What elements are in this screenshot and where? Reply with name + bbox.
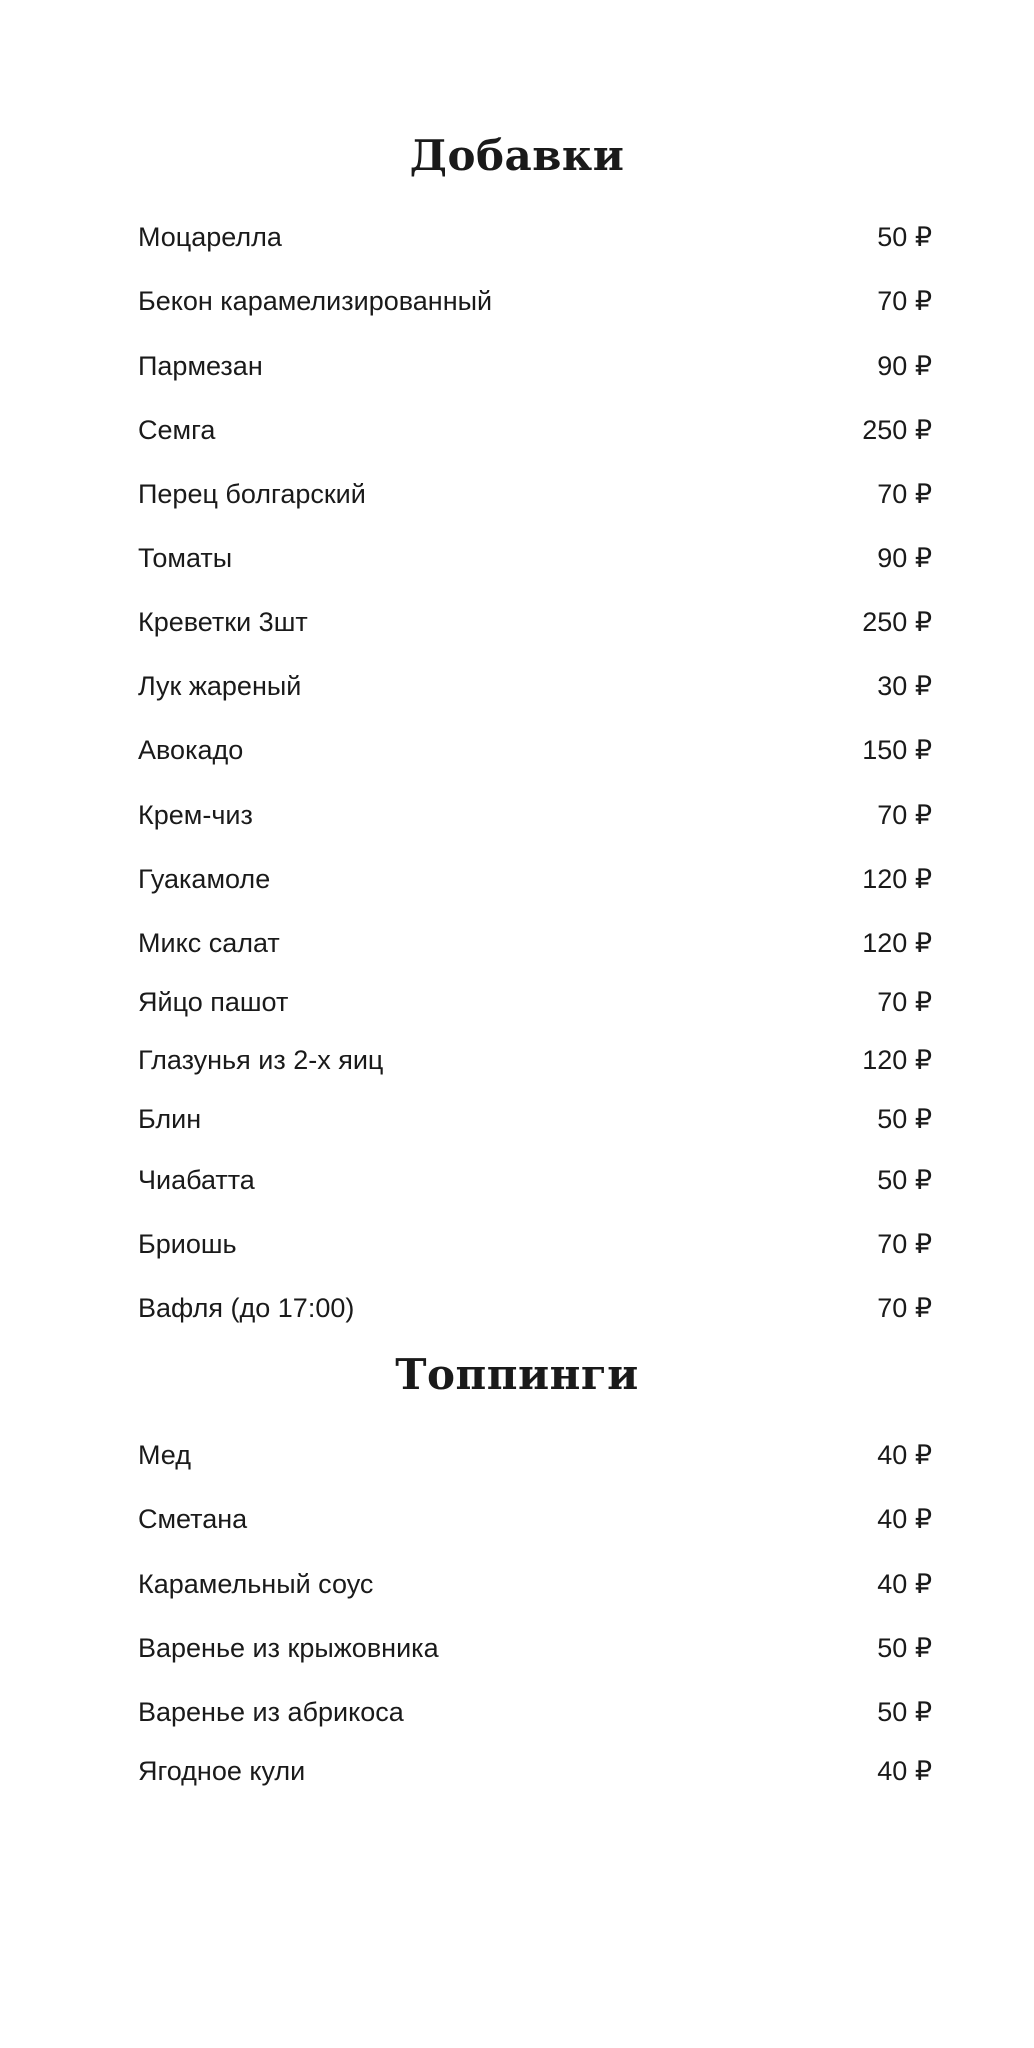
menu-item-name: Томаты (138, 542, 233, 573)
menu-item-name: Варенье из абрикоса (138, 1696, 404, 1727)
menu-item (138, 474, 932, 514)
menu-item (138, 1751, 932, 1791)
menu-item-name: Крем-чиз (138, 799, 253, 830)
menu-item-price: 50 ₽ (877, 1164, 932, 1195)
menu-item-price: 250 ₽ (862, 606, 932, 637)
menu-item (138, 982, 932, 1022)
menu-item-name: Пармезан (138, 350, 263, 381)
menu-item (138, 1499, 932, 1539)
menu-item (138, 281, 932, 321)
menu-item-name: Вафля (до 17:00) (138, 1292, 355, 1323)
menu-item-name: Блин (138, 1103, 202, 1134)
menu-item-name: Сметана (138, 1503, 248, 1534)
menu-item-price: 120 ₽ (862, 863, 932, 894)
menu-item-price: 120 ₽ (862, 1044, 932, 1075)
menu-item (138, 859, 932, 899)
menu-item-price: 40 ₽ (877, 1755, 932, 1786)
menu-item-name: Бриошь (138, 1228, 237, 1259)
menu-item-price: 30 ₽ (877, 670, 932, 701)
menu-item (138, 1692, 932, 1732)
menu-item-price: 150 ₽ (862, 734, 932, 765)
menu-item-price: 120 ₽ (862, 927, 932, 958)
menu-item-price: 90 ₽ (877, 542, 932, 573)
menu-item-price: 50 ₽ (877, 1632, 932, 1663)
menu-item-name: Мед (138, 1439, 191, 1470)
menu-item (138, 1288, 932, 1328)
menu-item-price: 40 ₽ (877, 1439, 932, 1470)
menu-item-price: 70 ₽ (877, 1292, 932, 1323)
menu-item (138, 1040, 932, 1080)
menu-item-name: Глазунья из 2-х яиц (138, 1044, 384, 1075)
menu-item (138, 666, 932, 706)
menu-item (138, 923, 932, 963)
menu-item (138, 730, 932, 770)
menu-item-price: 40 ₽ (877, 1568, 932, 1599)
section-title-toppings: Топпинги (395, 1350, 639, 1399)
menu-item (138, 1564, 932, 1604)
menu-item-price: 70 ₽ (877, 1228, 932, 1259)
menu-item-price: 70 ₽ (877, 478, 932, 509)
menu-item-name: Бекон карамелизированный (138, 285, 493, 316)
menu-item (138, 602, 932, 642)
menu-item (138, 1628, 932, 1668)
menu-item-name: Перец болгарский (138, 478, 366, 509)
menu-item-price: 250 ₽ (862, 414, 932, 445)
menu-item-name: Моцарелла (138, 221, 282, 252)
menu-item-price: 70 ₽ (877, 799, 932, 830)
menu-item-name: Авокадо (138, 734, 244, 765)
section-title-additions: Добавки (409, 131, 625, 180)
menu-item-name: Микс салат (138, 927, 280, 958)
menu-item (138, 1099, 932, 1139)
menu-item-name: Чиабатта (138, 1164, 255, 1195)
menu-item-name: Семга (138, 414, 216, 445)
menu-item-name: Варенье из крыжовника (138, 1632, 439, 1663)
menu-item-name: Креветки 3шт (138, 606, 308, 637)
menu-item-name: Гуакамоле (138, 863, 271, 894)
menu-item-price: 70 ₽ (877, 285, 932, 316)
menu-item-price: 40 ₽ (877, 1503, 932, 1534)
menu-item-name: Яйцо пашот (138, 986, 289, 1017)
menu-item (138, 795, 932, 835)
menu-item-price: 50 ₽ (877, 221, 932, 252)
menu-item-price: 50 ₽ (877, 1103, 932, 1134)
menu-item (138, 217, 932, 257)
menu-item-price: 90 ₽ (877, 350, 932, 381)
menu-item (138, 1224, 932, 1264)
menu-item (138, 1435, 932, 1475)
menu-item-name: Карамельный соус (138, 1568, 374, 1599)
menu-item-name: Лук жареный (138, 670, 302, 701)
menu-item (138, 1160, 932, 1200)
menu-item-price: 50 ₽ (877, 1696, 932, 1727)
menu-item-name: Ягодное кули (138, 1755, 306, 1786)
menu-item (138, 346, 932, 386)
menu-item-price: 70 ₽ (877, 986, 932, 1017)
menu-item (138, 538, 932, 578)
menu-item (138, 410, 932, 450)
